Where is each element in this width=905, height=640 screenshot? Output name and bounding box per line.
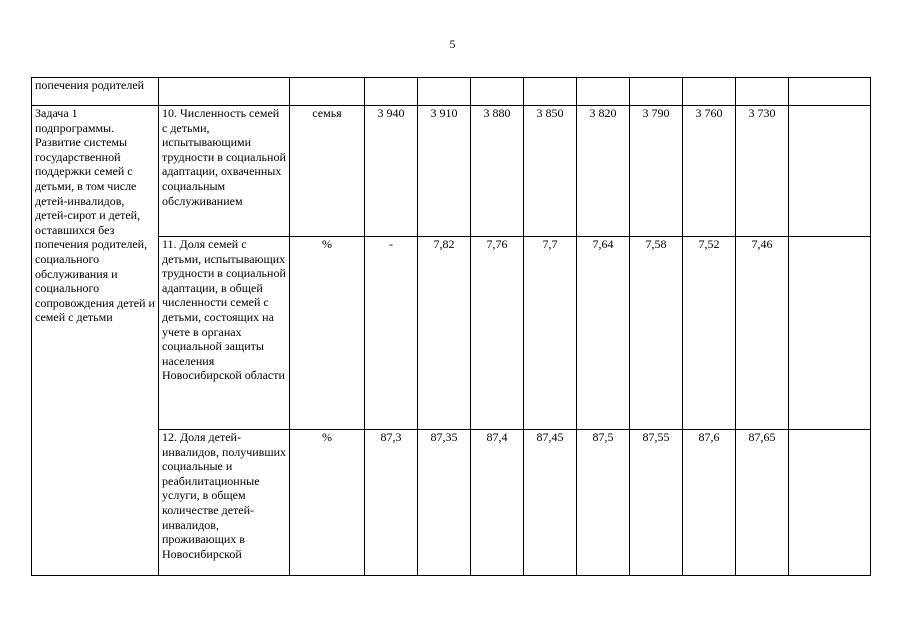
indicators-table <box>31 77 871 576</box>
value-cell: 87,4 <box>471 430 524 576</box>
value-cell: - <box>365 237 418 430</box>
value-cell <box>365 78 418 106</box>
unit-cell: % <box>290 237 365 430</box>
value-cell <box>683 78 736 106</box>
value-cell: 3 910 <box>418 106 471 237</box>
value-cell: 3 760 <box>683 106 736 237</box>
task-cell-continuation: попечения родителей <box>32 78 159 106</box>
notes-cell <box>789 78 871 106</box>
notes-cell <box>789 237 871 430</box>
value-cell: 87,6 <box>683 430 736 576</box>
value-cell <box>524 78 577 106</box>
value-cell <box>471 78 524 106</box>
value-cell: 3 820 <box>577 106 630 237</box>
value-cell: 3 850 <box>524 106 577 237</box>
value-cell: 7,7 <box>524 237 577 430</box>
value-cell: 87,5 <box>577 430 630 576</box>
indicator-name-cell: 11. Доля семей с детьми, испытывающих трудности в социальной адаптации, в общей численности семей с детьми, состоящих на учете в органах социальной защиты населения Новосибирской области <box>159 237 290 430</box>
value-cell: 7,46 <box>736 237 789 430</box>
value-cell: 7,58 <box>630 237 683 430</box>
table-row <box>32 78 871 106</box>
value-cell <box>577 78 630 106</box>
notes-cell <box>789 106 871 237</box>
value-cell <box>418 78 471 106</box>
indicator-name-cell: 12. Доля детей-инвалидов, получивших социальные и реабилитационные услуги, в общем количестве детей-инвалидов, проживающих в Новосибирской <box>159 430 290 576</box>
value-cell: 3 940 <box>365 106 418 237</box>
value-cell: 3 730 <box>736 106 789 237</box>
value-cell: 87,3 <box>365 430 418 576</box>
value-cell: 87,35 <box>418 430 471 576</box>
value-cell: 87,55 <box>630 430 683 576</box>
unit-cell <box>290 78 365 106</box>
unit-cell: семья <box>290 106 365 237</box>
value-cell <box>736 78 789 106</box>
value-cell: 87,45 <box>524 430 577 576</box>
indicator-cell <box>159 78 290 106</box>
value-cell: 3 880 <box>471 106 524 237</box>
value-cell: 7,76 <box>471 237 524 430</box>
indicator-name-cell: 10. Численность семей с детьми, испытывающими трудности в социальной адаптации, охваченных социальным обслуживанием <box>159 106 290 237</box>
value-cell: 7,52 <box>683 237 736 430</box>
page-number: 5 <box>449 37 456 51</box>
task-cell: Задача 1 подпрограммы. Развитие системы государственной поддержки семей с детьми, в том числе детей-инвалидов, детей-сирот и детей, оставшихся без попечения родителей, социального обслуживания и социального сопровождения детей и семей с детьми <box>32 106 159 576</box>
value-cell <box>630 78 683 106</box>
value-cell: 7,64 <box>577 237 630 430</box>
unit-cell: % <box>290 430 365 576</box>
value-cell: 87,65 <box>736 430 789 576</box>
value-cell: 7,82 <box>418 237 471 430</box>
notes-cell <box>789 430 871 576</box>
table-row <box>32 106 871 237</box>
value-cell: 3 790 <box>630 106 683 237</box>
